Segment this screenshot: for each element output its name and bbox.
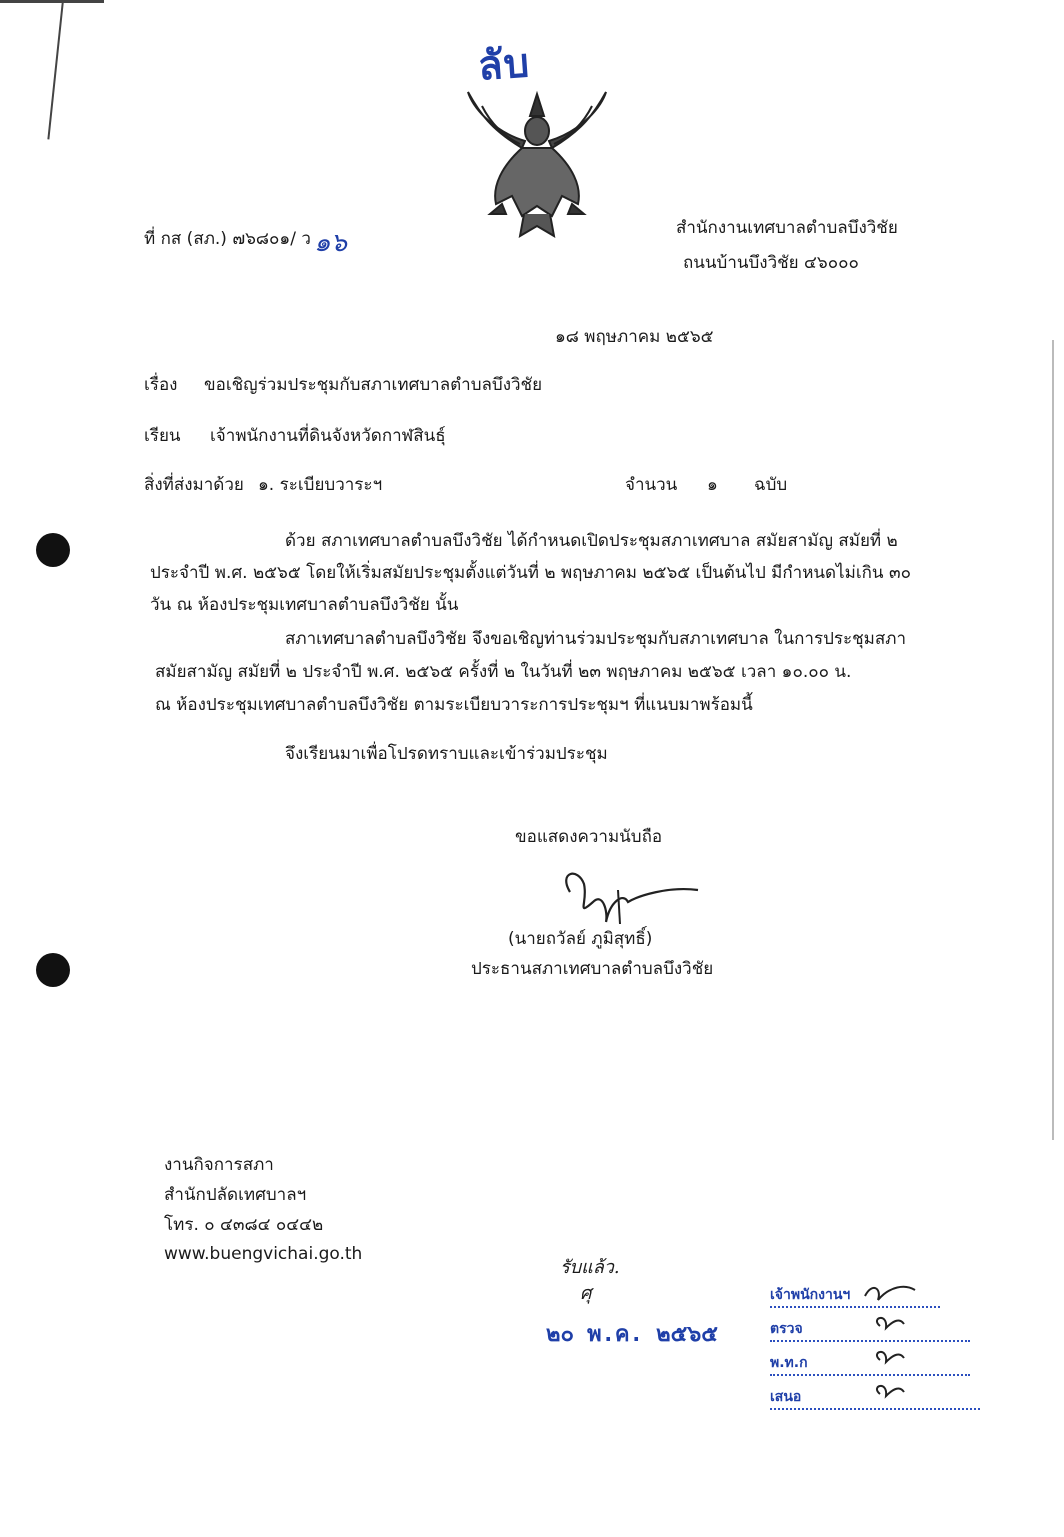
scan-edge-line-right [1052,340,1054,1140]
routing-row: ตรวจ [770,1318,970,1342]
body-p1-line2: ประจำปี พ.ศ. ๒๕๖๕ โดยให้เริ่มสมัยประชุมตั้งแต่วันที่ ๒ พฤษภาคม ๒๕๖๕ เป็นต้นไป มีกำหนดไม่เกิน ๓๐ [150,563,911,583]
enclosure-unit: ฉบับ [754,475,788,495]
closing-regards: ขอแสดงความนับถือ [515,827,663,847]
subject-text: ขอเชิญร่วมประชุมกับสภาเทศบาลตำบลบึงวิชัย [204,375,543,395]
scan-edge-line-left [47,0,64,139]
footer-dept: งานกิจการสภา [164,1155,274,1175]
garuda-emblem-icon [462,86,612,244]
routing-row: เสนอ [770,1386,980,1410]
letter-date: ๑๘ พฤษภาคม ๒๕๖๕ [555,327,714,347]
signer-name: (นายถวัลย์ ภูมิสุทธิ์) [508,929,653,949]
signature-image [548,862,708,932]
scan-edge-line-top [0,0,104,3]
office-name: สำนักงานเทศบาลตำบลบึงวิชัย [676,218,898,238]
signer-title: ประธานสภาเทศบาลตำบลบึงวิชัย [471,959,714,979]
enclosure-item: ๑. ระเบียบวาระฯ [258,475,383,495]
initials-image [860,1280,960,1410]
body-p1-line3: วัน ณ ห้องประชุมเทศบาลตำบลบึงวิชัย นั้น [150,595,459,615]
recipient-label: เรียน [144,426,181,446]
office-address: ถนนบ้านบึงวิชัย ๔๖๐๐๐ [683,253,859,273]
receipt-note-line2: ศุ [580,1283,592,1304]
receipt-date-stamp: ๒๐ พ.ค. ๒๕๖๕ [546,1322,718,1347]
body-p3: จึงเรียนมาเพื่อโปรดทราบและเข้าร่วมประชุม [285,744,608,764]
footer-division: สำนักปลัดเทศบาลฯ [164,1185,307,1205]
footer-phone: โทร. ๐ ๔๓๘๔ ๐๔๔๒ [164,1215,324,1235]
stamp-confidential: ลับ [476,40,532,90]
reference-number: ที่ กส (สภ.) ๗๖๘๐๑/ ว [144,229,311,249]
body-p2-line1: สภาเทศบาลตำบลบึงวิชัย จึงขอเชิญท่านร่วมประชุมกับสภาเทศบาล ในการประชุมสภา [285,629,906,649]
punch-hole-top [36,533,70,567]
recipient-text: เจ้าพนักงานที่ดินจังหวัดกาฬสินธุ์ [210,426,446,446]
enclosure-qty: ๑ [707,475,718,495]
body-p2-line2: สมัยสามัญ สมัยที่ ๒ ประจำปี พ.ศ. ๒๕๖๕ ครั้งที่ ๒ ในวันที่ ๒๓ พฤษภาคม ๒๕๖๕ เวลา ๑๐.๐๐ น. [155,662,852,682]
routing-row: เจ้าพนักงานฯ [770,1284,940,1308]
footer-website: www.buengvichai.go.th [164,1244,363,1264]
punch-hole-bottom [36,953,70,987]
reference-number-handwritten: ๑๖ [314,228,348,258]
body-p1-line1: ด้วย สภาเทศบาลตำบลบึงวิชัย ได้กำหนดเปิดประชุมสภาเทศบาล สมัยสามัญ สมัยที่ ๒ [285,531,898,551]
enclosure-label: สิ่งที่ส่งมาด้วย [144,475,244,495]
subject-label: เรื่อง [144,375,178,395]
body-p2-line3: ณ ห้องประชุมเทศบาลตำบลบึงวิชัย ตามระเบียบวาระการประชุมฯ ที่แนบมาพร้อมนี้ [155,695,753,715]
routing-stamp [770,1280,990,1420]
receipt-note-line1: รับแล้ว. [560,1257,620,1278]
enclosure-qty-label: จำนวน [625,475,678,495]
routing-row: พ.ท.ก [770,1352,970,1376]
